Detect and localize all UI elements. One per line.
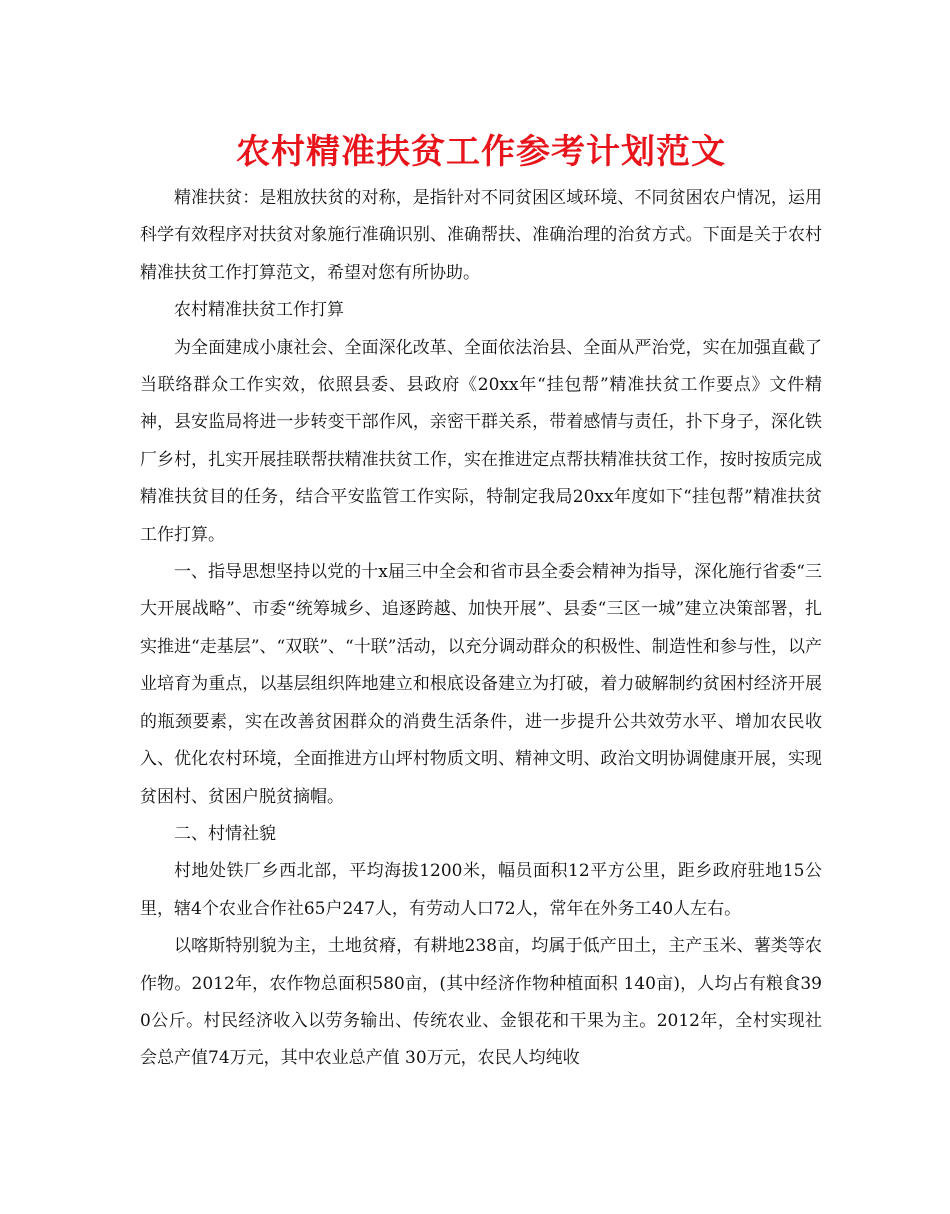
paragraph-guiding-ideology: 一、指导思想坚持以党的十x届三中全会和省市县全委会精神为指导，深化施行省委“三大开展战略”、市委“统筹城乡、追逐跨越、加快开展”、县委“三区一城”建立决策部署，扎实推进“走基层”、“双联”、“十联”活动，以充分调动群众的积极性、制造性和参与性，以产业培育为重点，以基层组织阵地建立和根底设备建立为打破，着力破解制约贫困村经济开展的瓶颈要素，实在改善贫困群众的消费生活条件，进一步提升公共效劳水平、增加农民收入、优化农村环境，全面推进方山坪村物质文明、精神文明、政治文明协调健康开展，实现贫困村、贫困户脱贫摘帽。 (140, 562, 822, 807)
paragraph-village-economy: 以喀斯特别貌为主，土地贫瘠，有耕地238亩，均属于低产田土，主产玉米、薯类等农作物。2012年，农作物总面积580亩，(其中经济作物种植面积 140亩)，人均占有粮食390公斤。村民经济收入以劳务输出、传统农业、金银花和干果为主。2012年，全村实现社会总产值74万元，其中农业总产值 30万元，农民人均纯收 (140, 936, 822, 1069)
paragraph-heading-plan: 农村精准扶贫工作打算 (174, 300, 344, 321)
paragraph-heading-village: 二、村情社貌 (174, 823, 276, 844)
paragraph-village-location: 村地处铁厂乡西北部，平均海拔1200米，幅员面积12平方公里，距乡政府驻地15公里，辖4个农业合作社65户247人，有劳动人口72人，常年在外务工40人左右。 (140, 861, 822, 919)
paragraph-intro: 精准扶贫：是粗放扶贫的对称，是指针对不同贫困区域环境、不同贫困农户情况，运用科学有效程序对扶贫对象施行准确识别、准确帮扶、准确治理的治贫方式。下面是关于农村精准扶贫工作打算范文，希望对您有所协助。 (140, 188, 822, 283)
document-title: 农村精准扶贫工作参考计划范文 (236, 132, 726, 172)
paragraph-plan-overview: 为全面建成小康社会、全面深化改革、全面依法治县、全面从严治党，实在加强直截了当联络群众工作实效，依照县委、县政府《20xx年“挂包帮”精准扶贫工作要点》文件精神，县安监局将进一步转变干部作风，亲密干群关系，带着感情与责任，扑下身子，深化铁厂乡村，扎实开展挂联帮扶精准扶贫工作，实在推进定点帮扶精准扶贫工作，按时按质完成精准扶贫目的任务，结合平安监管工作实际，特制定我局20xx年度如下“挂包帮”精准扶贫工作打算。 (140, 337, 822, 545)
document-body (140, 180, 822, 1078)
